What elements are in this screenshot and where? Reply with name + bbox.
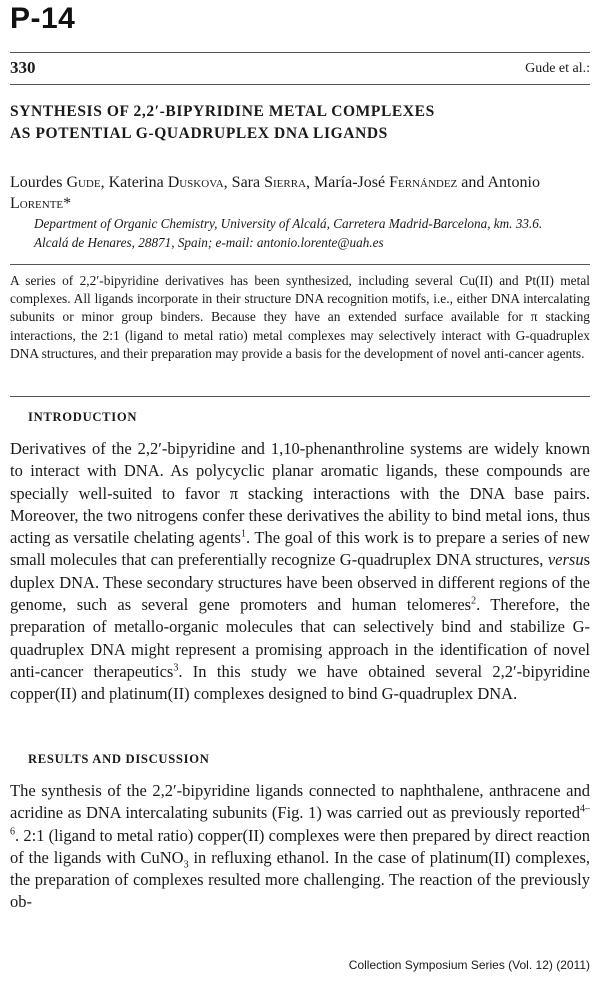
author-surname: Fernández — [389, 174, 458, 191]
author-list — [10, 172, 586, 214]
affiliation — [34, 214, 586, 252]
title-line-1: SYNTHESIS OF 2,2′-BIPYRIDINE METAL COMPLEXES — [10, 103, 435, 120]
author-surname: Duskova — [167, 174, 224, 191]
text-run: . 2:1 (ligand to metal ratio) copper(II) complexes were then prepared by direct reaction of the ligands with CuNO — [10, 825, 590, 867]
author-separator: , — [100, 174, 109, 191]
author-surname: Gude — [66, 174, 101, 191]
section-heading-introduction: INTRODUCTION — [28, 410, 138, 424]
author-given: Lourdes — [10, 174, 67, 191]
abstract: A series of 2,2′-bipyridine derivatives has been synthesized, including several Cu(II) and Pt(II) metal complexes. All ligands incorporate in their structure DNA recognition motifs, i.e., either DNA intercalating subunits or minor group binders. Because they have an extended surface available for π stacking interactions, the 2:1 (ligand to metal ratio) metal complexes may selectively interact with G-quadruplex DNA structures, and their preparation may provide a basis for the development of novel anti-cancer agents. — [10, 273, 590, 361]
text-run: . The goal of this work is to prepare a series of new small molecules that can preferentially recognize G-quadruplex DNA structures, — [10, 528, 590, 570]
text-run: duplex DNA. These secondary structures have been observed in different regions of the genome, such as several gene promoters and human telomeres — [10, 572, 590, 615]
journal-footer: Collection Symposium Series (Vol. 12) (2011) — [348, 958, 590, 972]
text-run: in refluxing ethanol. In the case of platinum(II) complexes, the preparation of complexes resulted more challenging. The reaction of the previously ob- — [10, 847, 590, 912]
corresponding-author-mark: * — [63, 195, 72, 212]
author-surname: Sierra — [264, 174, 307, 191]
author-separator: , — [223, 174, 232, 191]
text-run: Derivatives of the 2,2′-bipyridine and 1,10-phenanthroline systems are widely known to interact with DNA. As polycyclic planar aromatic ligands, these compounds are specially well-suited to favor π stacking interactions with the DNA base pairs. Moreover, the two nitrogens confer these derivatives the ability to bind metal ions, thus acting as versatile chelating agents — [10, 439, 590, 548]
results-paragraph — [10, 780, 590, 914]
italic-text: versu — [547, 550, 584, 570]
running-head: Gude et al.: — [525, 61, 590, 76]
paper-title — [10, 101, 590, 145]
citation-ref: 1 — [240, 528, 246, 540]
affiliation-line-1: Department of Organic Chemistry, University of Alcalá, Carretera Madrid-Barcelona, km. 33.6. — [34, 216, 543, 231]
author-given: María-José — [314, 174, 390, 191]
citation-ref: 3 — [173, 662, 179, 674]
text-run: . Therefore, the preparation of metallo-organic molecules that can selectively bind and stabilize G-quadruplex DNA might represent a promising approach in the identification of novel anti-cancer therapeutics — [10, 595, 590, 681]
text-run: s — [583, 550, 590, 570]
session-code: P-14 — [10, 2, 76, 35]
page-number: 330 — [10, 58, 36, 77]
author-given: Katerina — [108, 174, 168, 191]
author-separator: , — [306, 174, 315, 191]
subscript: 3 — [183, 859, 189, 871]
header-rule — [10, 84, 590, 85]
affiliation-line-2: Alcalá de Henares, 28871, Spain; e-mail: antonio.lorente@uah.es — [34, 235, 384, 250]
introduction-paragraph — [10, 438, 590, 706]
author-given: Sara — [231, 174, 265, 191]
citation-ref: 2 — [471, 595, 477, 607]
text-run: The synthesis of the 2,2′-bipyridine ligands connected to naphthalene, anthracene and acridine as DNA intercalating subunits (Fig. 1) was carried out as previously reported — [10, 781, 590, 823]
top-rule — [10, 52, 590, 53]
author-surname: Lorente — [10, 195, 64, 212]
section-heading-results: RESULTS AND DISCUSSION — [28, 752, 210, 766]
abstract-bottom-rule — [10, 396, 590, 397]
title-line-2: AS POTENTIAL G-QUADRUPLEX DNA LIGANDS — [10, 125, 388, 142]
author-separator: and — [457, 174, 488, 191]
author-given: Antonio — [487, 174, 540, 191]
abstract-top-rule — [10, 264, 590, 265]
citation-ref: 4–6 — [10, 803, 590, 838]
text-run: . In this study we have obtained several 2,2′-bipyridine copper(II) and platinum(II) complexes designed to bind G-quadruplex DNA. — [10, 661, 590, 704]
